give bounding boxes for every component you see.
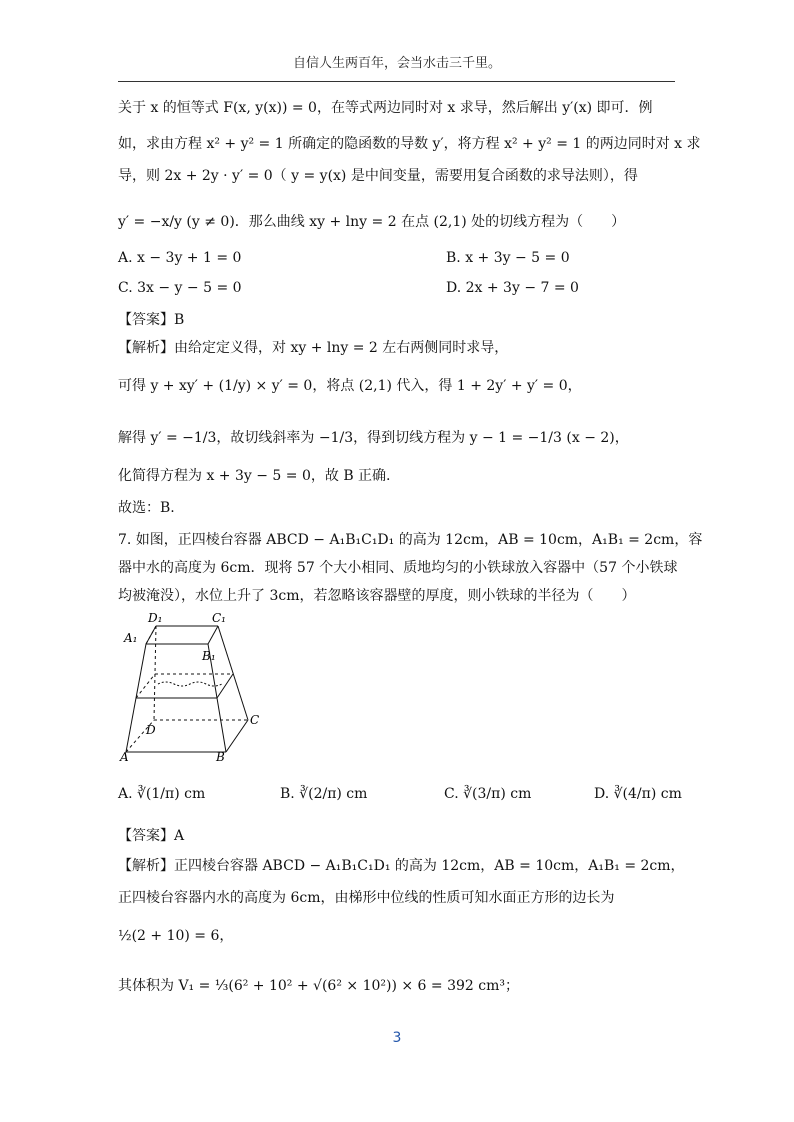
q6-option-c: C. 3x − y − 5 = 0: [118, 280, 242, 296]
vertex-label-b1: B₁: [202, 649, 216, 663]
vertex-label-a: A: [120, 750, 129, 762]
vertex-label-d1: D₁: [148, 612, 163, 625]
q7-option-b: B. ∛(2/π) cm: [280, 786, 368, 802]
q6-answer: 【答案】B: [118, 312, 185, 328]
q7-stem-line: 器中水的高度为 6cm．现将 57 个大小相同、质地均匀的小铁球放入容器中（57 个小铁球: [118, 560, 678, 576]
vertex-label-c1: C₁: [212, 612, 226, 625]
q6-analysis-line: 解得 y′ = −1/3，故切线斜率为 −1/3，得到切线方程为 y − 1 = −1/3 (x − 2)，: [118, 430, 629, 446]
q6-option-d: D. 2x + 3y − 7 = 0: [446, 280, 579, 296]
q7-option-a: A. ∛(1/π) cm: [118, 786, 206, 802]
q6-analysis-line: 可得 y + xy′ + (1/y) × y′ = 0，将点 (2,1) 代入，得 1 + 2y′ + y′ = 0，: [118, 378, 582, 394]
q7-analysis-line: 【解析】正四棱台容器 ABCD − A₁B₁C₁D₁ 的高为 12cm，AB = 10cm，A₁B₁ = 2cm，: [118, 858, 685, 874]
text-line: 如，求由方程 x² + y² = 1 所确定的隐函数的导数 y′，将方程 x² + y² = 1 的两边同时对 x 求: [118, 136, 701, 152]
q6-option-b: B. x + 3y − 5 = 0: [446, 250, 570, 266]
q6-analysis-line: 化简得方程为 x + 3y − 5 = 0，故 B 正确.: [118, 468, 391, 484]
q7-stem-line: 均被淹没），水位上升了 3cm，若忽略该容器壁的厚度，则小铁球的半径为（ ）: [118, 588, 636, 604]
q6-analysis-line: 【解析】由给定定义得，对 xy + lny = 2 左右两侧同时求导，: [118, 340, 509, 356]
text-line: 导，则 2x + 2y · y′ = 0（ y = y(x) 是中间变量，需要用复合函数的求导法则），得: [118, 168, 638, 184]
q7-analysis-line: ½(2 + 10) = 6，: [118, 928, 234, 944]
frustum-figure: [118, 612, 268, 766]
page-number: 3: [392, 1030, 402, 1046]
q7-analysis-line: 其体积为 V₁ = ⅓(6² + 10² + √(6² × 10²)) × 6 = 392 cm³；: [118, 978, 519, 994]
q6-conclusion: 故选：B.: [118, 500, 175, 516]
header-motto: 自信人生两百年，会当水击三千里。: [292, 56, 501, 71]
q7-stem-line: 7. 如图，正四棱台容器 ABCD − A₁B₁C₁D₁ 的高为 12cm，AB = 10cm，A₁B₁ = 2cm，容: [118, 532, 703, 548]
q7-answer: 【答案】A: [118, 828, 185, 844]
text-line: 关于 x 的恒等式 F(x, y(x)) = 0，在等式两边同时对 x 求导，然后解出 y′(x) 即可．例: [118, 100, 653, 116]
q7-analysis-line: 正四棱台容器内水的高度为 6cm，由梯形中位线的性质可知水面正方形的边长为: [118, 890, 615, 906]
text-line: y′ = −x/y (y ≠ 0)．那么曲线 xy + lny = 2 在点 (2,1) 处的切线方程为（ ）: [118, 214, 626, 230]
q7-option-c: C. ∛(3/π) cm: [444, 786, 532, 802]
frustum-diagram: [118, 612, 268, 762]
q7-option-d: D. ∛(4/π) cm: [594, 786, 682, 802]
vertex-label-c: C: [250, 713, 260, 727]
q6-option-a: A. x − 3y + 1 = 0: [118, 250, 242, 266]
header-divider: [118, 81, 675, 82]
vertex-label-b: B: [216, 750, 225, 762]
vertex-label-a1: A₁: [124, 631, 138, 645]
vertex-label-d: D: [146, 723, 156, 737]
